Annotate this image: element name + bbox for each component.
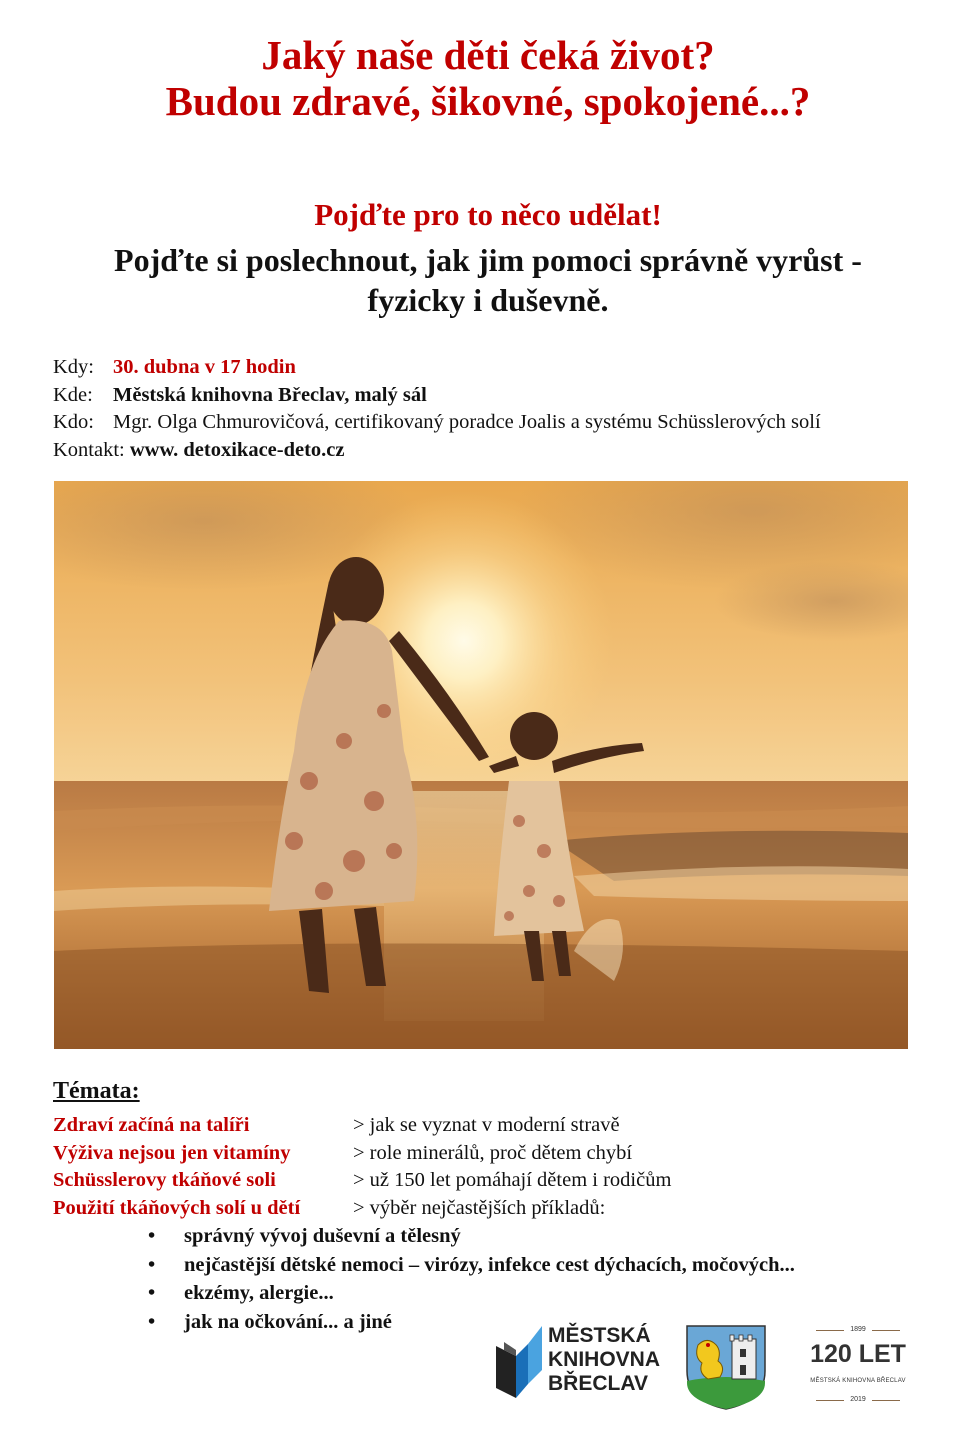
bullet-text: ekzémy, alergie... [184, 1282, 334, 1304]
beach-sunset-photo [54, 481, 908, 1049]
topic-desc: > jak se vyznat v moderní stravě [353, 1114, 620, 1136]
where-label: Kde: [53, 383, 93, 406]
library-logo-text [548, 1324, 660, 1396]
headline-line-2: Budou zdravé, šikovné, spokojené...? [165, 78, 811, 124]
when-label: Kdy: [53, 356, 94, 378]
contact-label: Kontakt: [53, 438, 125, 461]
where-value: Městská knihovna Břeclav, malý sál [113, 383, 427, 406]
library-line-3: BŘECLAV [548, 1372, 648, 1395]
topic-desc: > výběr nejčastějších příkladů: [353, 1196, 606, 1219]
anniversary-logo [810, 1326, 906, 1406]
info-who [53, 409, 821, 437]
event-info [53, 354, 821, 464]
town-coat-of-arms [684, 1323, 768, 1411]
topic-name: Schüsslerovy tkáňové soli [53, 1169, 276, 1191]
list-item [148, 1279, 795, 1308]
library-line-1: MĚSTSKÁ [548, 1324, 651, 1347]
topic-name: Použití tkáňových solí u dětí [53, 1196, 301, 1219]
subheading-black [0, 240, 976, 320]
list-item [148, 1251, 795, 1280]
contact-value: www. detoxikace-deto.cz [129, 438, 345, 461]
bullet-icon: • [148, 1310, 156, 1333]
headline-line-1: Jaký naše děti čeká život? [261, 32, 715, 78]
who-value: Mgr. Olga Chmurovičová, certifikovaný poradce Joalis a systému Schüsslerových solí [113, 411, 821, 433]
bullet-icon: • [148, 1253, 156, 1276]
topic-desc: > už 150 let pomáhají dětem i rodičům [353, 1169, 672, 1191]
subheading-black-line-2: fyzicky i duševně. [367, 282, 609, 318]
topic-desc: > role minerálů, proč dětem chybí [353, 1141, 633, 1164]
book-icon [494, 1322, 546, 1400]
subheading-black-line-1: Pojďte si poslechnout, jak jim pomoci správně vyrůst - [114, 242, 862, 278]
topics-title: Témata: [53, 1078, 140, 1104]
topic-name: Výživa nejsou jen vitamíny [53, 1141, 291, 1164]
topic-name: Zdraví začíná na talíři [53, 1114, 250, 1136]
info-contact [53, 437, 821, 465]
bullet-text: nejčastější dětské nemoci – virózy, infekce cest dýchacích, močových... [184, 1253, 795, 1276]
library-logo [494, 1322, 674, 1402]
library-line-2: KNIHOVNA [548, 1348, 661, 1371]
photo-illustration [54, 481, 908, 1049]
anniversary-year-start: 1899 [850, 1326, 866, 1333]
anniversary-subtitle: MĚSTSKÁ KNIHOVNA BŘECLAV [810, 1378, 906, 1384]
bullet-icon: • [148, 1282, 156, 1304]
anniversary-title: 120 LET [810, 1340, 906, 1368]
info-where [53, 382, 821, 410]
when-value: 30. dubna v 17 hodin [113, 356, 296, 378]
list-item [148, 1222, 795, 1251]
bullet-icon: • [148, 1225, 156, 1247]
anniversary-year-end: 2019 [850, 1396, 866, 1403]
info-when [53, 354, 821, 382]
headline [0, 32, 976, 124]
subheading-red: Pojďte pro to něco udělat! [314, 197, 662, 232]
bullet-list [148, 1222, 795, 1336]
bullet-text: jak na očkování... a jiné [184, 1310, 392, 1333]
bullet-text: správný vývoj duševní a tělesný [184, 1225, 461, 1247]
coat-of-arms-icon [684, 1323, 768, 1411]
who-label: Kdo: [53, 411, 94, 433]
